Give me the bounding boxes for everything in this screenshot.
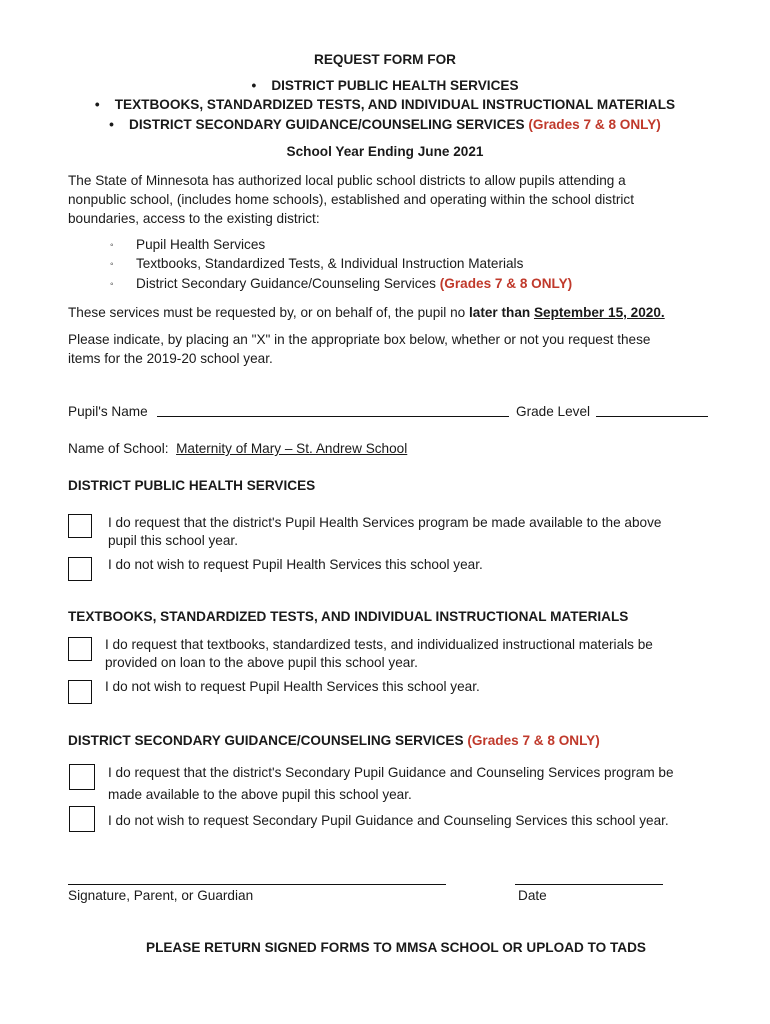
circle-bullet-icon: ◦ xyxy=(110,240,114,251)
health-decline-text: I do not wish to request Pupil Health Services this school year. xyxy=(108,557,483,572)
bullet-icon: • xyxy=(251,78,257,93)
textbooks-decline-checkbox[interactable] xyxy=(68,680,92,704)
health-request-text: I do request that the district's Pupil Health Services program be made available to the above pupil this school year. xyxy=(108,515,662,548)
health-decline-checkbox[interactable] xyxy=(68,557,92,581)
header-bullet-guidance: • DISTRICT SECONDARY GUIDANCE/COUNSELING SERVICES (Grades 7 & 8 ONLY) xyxy=(109,117,661,132)
date-field[interactable] xyxy=(515,884,663,885)
circle-bullet-icon: ◦ xyxy=(110,279,114,290)
service-item: District Secondary Guidance/Counseling Services (Grades 7 & 8 ONLY) xyxy=(136,276,573,291)
intro-paragraph: The State of Minnesota has authorized local public school districts to allow pupils attending a nonpublic school, (includes home schools), established and operating within the school district boundaries, access to the existing district: xyxy=(68,173,634,226)
header-bullet-textbooks: • TEXTBOOKS, STANDARDIZED TESTS, AND INDIVIDUAL INSTRUCTIONAL MATERIALS xyxy=(94,97,676,112)
guidance-decline-checkbox[interactable] xyxy=(69,806,95,832)
guidance-request-text: I do request that the district's Secondary Pupil Guidance and Counseling Services program be made available to the above pupil this school year. xyxy=(108,765,674,802)
pupil-name-field[interactable] xyxy=(157,416,509,417)
textbooks-request-checkbox[interactable] xyxy=(68,637,92,661)
health-request-checkbox[interactable] xyxy=(68,514,92,538)
school-year: School Year Ending June 2021 xyxy=(286,144,484,159)
instructions-text: Please indicate, by placing an "X" in the appropriate box below, whether or not you request these items for the 2019-20 school year. xyxy=(68,332,651,366)
guidance-decline-text: I do not wish to request Secondary Pupil Guidance and Counseling Services this school year. xyxy=(108,813,669,828)
school-name-label: Name of School: xyxy=(68,441,169,456)
bullet-icon: • xyxy=(109,117,114,132)
service-item: Pupil Health Services xyxy=(136,237,266,252)
school-name-row xyxy=(68,441,407,456)
signature-field[interactable] xyxy=(68,884,446,885)
pupil-name-label: Pupil's Name xyxy=(68,404,148,419)
bullet-icon: • xyxy=(94,97,100,112)
circle-bullet-icon: ◦ xyxy=(110,259,114,270)
form-title: REQUEST FORM FOR xyxy=(314,52,456,67)
signature-label: Signature, Parent, or Guardian xyxy=(68,888,254,903)
footer-instructions: PLEASE RETURN SIGNED FORMS TO MMSA SCHOOL OR UPLOAD TO TADS xyxy=(146,940,646,955)
header-bullet-health: • DISTRICT PUBLIC HEALTH SERVICES xyxy=(251,78,519,93)
deadline-text: These services must be requested by, or on behalf of, the pupil no later than September 15, 2020. xyxy=(68,305,665,320)
section-heading-guidance: DISTRICT SECONDARY GUIDANCE/COUNSELING SERVICES (Grades 7 & 8 ONLY) xyxy=(68,733,600,748)
section-heading-textbooks: TEXTBOOKS, STANDARDIZED TESTS, AND INDIVIDUAL INSTRUCTIONAL MATERIALS xyxy=(68,609,629,624)
grade-level-field[interactable] xyxy=(596,416,708,417)
date-label: Date xyxy=(518,888,547,903)
grade-level-label: Grade Level xyxy=(516,404,591,419)
service-item: Textbooks, Standardized Tests, & Individual Instruction Materials xyxy=(136,256,524,271)
textbooks-decline-text: I do not wish to request Pupil Health Services this school year. xyxy=(105,679,480,694)
guidance-request-checkbox[interactable] xyxy=(69,764,95,790)
section-heading-health: DISTRICT PUBLIC HEALTH SERVICES xyxy=(68,478,316,493)
school-name-value: Maternity of Mary – St. Andrew School xyxy=(176,441,408,456)
textbooks-request-text: I do request that textbooks, standardized tests, and individualized instructional materials be provided on loan to the above pupil this school year. xyxy=(105,637,653,670)
